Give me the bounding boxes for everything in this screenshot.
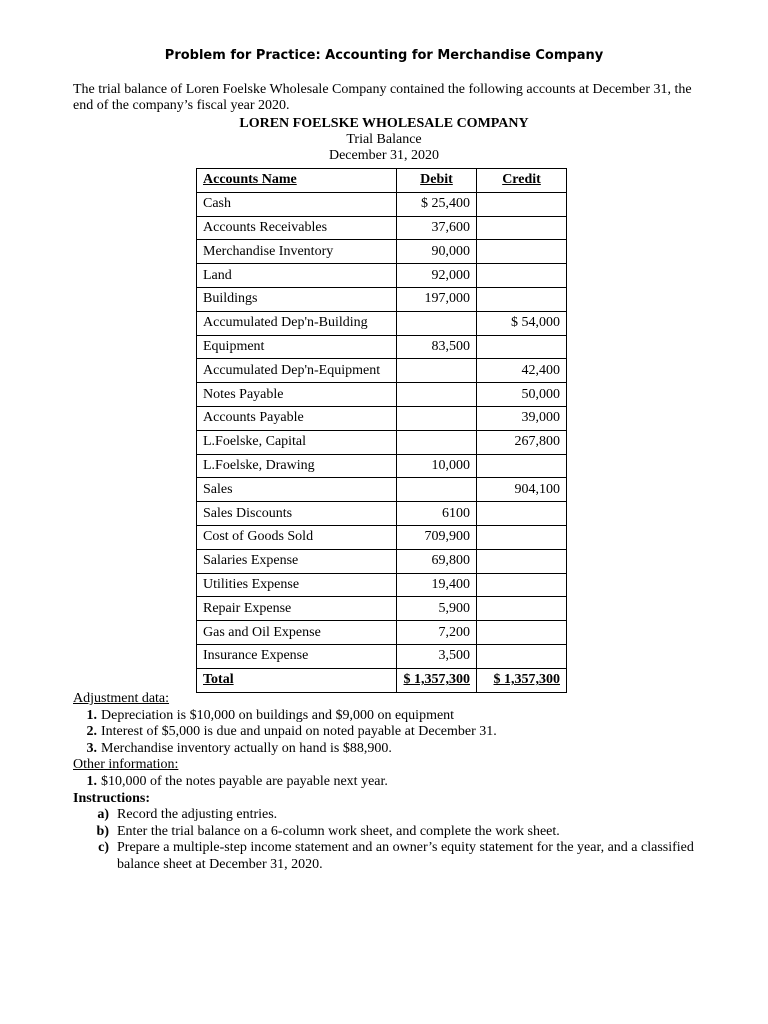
instruction-letter: b) (96, 823, 109, 839)
credit-cell (477, 216, 567, 240)
credit-cell (477, 549, 567, 573)
account-name-cell: Buildings (197, 287, 397, 311)
header-credit: Credit (477, 169, 567, 193)
account-name-cell: Land (197, 264, 397, 288)
debit-cell: 83,500 (397, 335, 477, 359)
account-name-cell: Sales Discounts (197, 502, 397, 526)
account-name-cell: Utilities Expense (197, 573, 397, 597)
table-row (197, 192, 567, 216)
header-accounts-name: Accounts Name (197, 169, 397, 193)
instruction-letter: c) (98, 840, 109, 856)
debit-cell: 69,800 (397, 549, 477, 573)
table-row (197, 573, 567, 597)
instruction-letter: a) (97, 807, 109, 823)
instruction-item (73, 840, 733, 873)
credit-cell (477, 264, 567, 288)
credit-cell (477, 335, 567, 359)
account-name-cell: L.Foelske, Drawing (197, 454, 397, 478)
credit-cell: 42,400 (477, 359, 567, 383)
debit-cell (397, 359, 477, 383)
account-name-cell: Repair Expense (197, 597, 397, 621)
table-row (197, 430, 567, 454)
account-name-cell: Cash (197, 192, 397, 216)
debit-cell: 709,900 (397, 525, 477, 549)
instructions-heading: Instructions: (73, 790, 151, 806)
account-name-cell: Cost of Goods Sold (197, 525, 397, 549)
list-item-number: 2. (86, 724, 97, 740)
credit-cell (477, 644, 567, 668)
list-item (73, 708, 733, 725)
instruction-text: Enter the trial balance on a 6-column work sheet, and complete the work sheet. (117, 823, 560, 839)
credit-cell: 267,800 (477, 430, 567, 454)
instruction-text: Prepare a multiple-step income statement and an owner’s equity statement for the year, and a classified balance sheet at December 31, 2020. (117, 840, 694, 872)
debit-cell: 7,200 (397, 621, 477, 645)
account-name-cell: Equipment (197, 335, 397, 359)
debit-cell: 90,000 (397, 240, 477, 264)
credit-cell: $ 54,000 (477, 311, 567, 335)
credit-cell (477, 192, 567, 216)
account-name-cell: L.Foelske, Capital (197, 430, 397, 454)
table-row (197, 644, 567, 668)
table-row (197, 383, 567, 407)
account-name-cell: Notes Payable (197, 383, 397, 407)
table-row (197, 311, 567, 335)
total-credit: $ 1,357,300 (477, 668, 567, 692)
debit-cell: $ 25,400 (397, 192, 477, 216)
credit-cell (477, 573, 567, 597)
account-name-cell: Accumulated Dep'n-Building (197, 311, 397, 335)
debit-cell: 3,500 (397, 644, 477, 668)
table-row (197, 216, 567, 240)
list-item-number: 1. (86, 773, 97, 789)
credit-cell (477, 502, 567, 526)
list-item-text: $10,000 of the notes payable are payable next year. (101, 773, 388, 789)
table-row (197, 502, 567, 526)
debit-cell: 37,600 (397, 216, 477, 240)
account-name-cell: Insurance Expense (197, 644, 397, 668)
account-name-cell: Gas and Oil Expense (197, 621, 397, 645)
credit-cell (477, 454, 567, 478)
debit-cell: 197,000 (397, 287, 477, 311)
table-row (197, 359, 567, 383)
table-row (197, 621, 567, 645)
credit-cell: 904,100 (477, 478, 567, 502)
table-row (197, 264, 567, 288)
credit-cell: 39,000 (477, 406, 567, 430)
credit-cell: 50,000 (477, 383, 567, 407)
table-row (197, 454, 567, 478)
table-row (197, 287, 567, 311)
instruction-item (73, 807, 733, 824)
debit-cell: 19,400 (397, 573, 477, 597)
credit-cell (477, 240, 567, 264)
account-name-cell: Accounts Payable (197, 406, 397, 430)
instruction-item (73, 824, 733, 841)
notes-section (73, 691, 733, 874)
list-item (73, 774, 733, 791)
debit-cell (397, 478, 477, 502)
instructions-list (73, 807, 733, 873)
debit-cell: 10,000 (397, 454, 477, 478)
debit-cell (397, 383, 477, 407)
list-item-number: 1. (86, 707, 97, 723)
credit-cell (477, 597, 567, 621)
account-name-cell: Salaries Expense (197, 549, 397, 573)
debit-cell (397, 406, 477, 430)
account-name-cell: Accumulated Dep'n-Equipment (197, 359, 397, 383)
list-item-number: 3. (86, 740, 97, 756)
table-row (197, 525, 567, 549)
statement-title: Trial Balance (346, 132, 422, 147)
adjustment-heading: Adjustment data: (73, 691, 170, 706)
debit-cell: 92,000 (397, 264, 477, 288)
list-item-text: Merchandise inventory actually on hand is $88,900. (101, 740, 392, 756)
account-name-cell: Merchandise Inventory (197, 240, 397, 264)
debit-cell (397, 430, 477, 454)
list-item-text: Interest of $5,000 is due and unpaid on noted payable at December 31. (101, 724, 497, 740)
company-name: LOREN FOELSKE WHOLESALE COMPANY (239, 116, 529, 131)
table-header-row (197, 169, 567, 193)
debit-cell (397, 311, 477, 335)
credit-cell (477, 287, 567, 311)
total-row (197, 668, 567, 692)
table-row (197, 549, 567, 573)
total-label: Total (197, 668, 397, 692)
account-name-cell: Sales (197, 478, 397, 502)
trial-balance-table (196, 168, 567, 693)
page-title: Problem for Practice: Accounting for Merchandise Company (164, 48, 604, 63)
statement-date: December 31, 2020 (328, 148, 440, 163)
adjustment-list (73, 708, 733, 758)
list-item (73, 724, 733, 741)
table-row (197, 478, 567, 502)
intro-paragraph: The trial balance of Loren Foelske Wholesale Company contained the following accounts at December 31, the end of the company’s fiscal year 2020. (73, 82, 692, 113)
table-row (197, 335, 567, 359)
debit-cell: 5,900 (397, 597, 477, 621)
header-debit: Debit (397, 169, 477, 193)
account-name-cell: Accounts Receivables (197, 216, 397, 240)
other-info-list (73, 774, 733, 791)
credit-cell (477, 621, 567, 645)
table-row (197, 240, 567, 264)
other-info-heading: Other information: (73, 757, 179, 773)
debit-cell: 6100 (397, 502, 477, 526)
instruction-text: Record the adjusting entries. (117, 807, 278, 823)
list-item-text: Depreciation is $10,000 on buildings and $9,000 on equipment (101, 707, 455, 723)
list-item (73, 741, 733, 758)
table-row (197, 406, 567, 430)
credit-cell (477, 525, 567, 549)
total-debit: $ 1,357,300 (397, 668, 477, 692)
table-row (197, 597, 567, 621)
